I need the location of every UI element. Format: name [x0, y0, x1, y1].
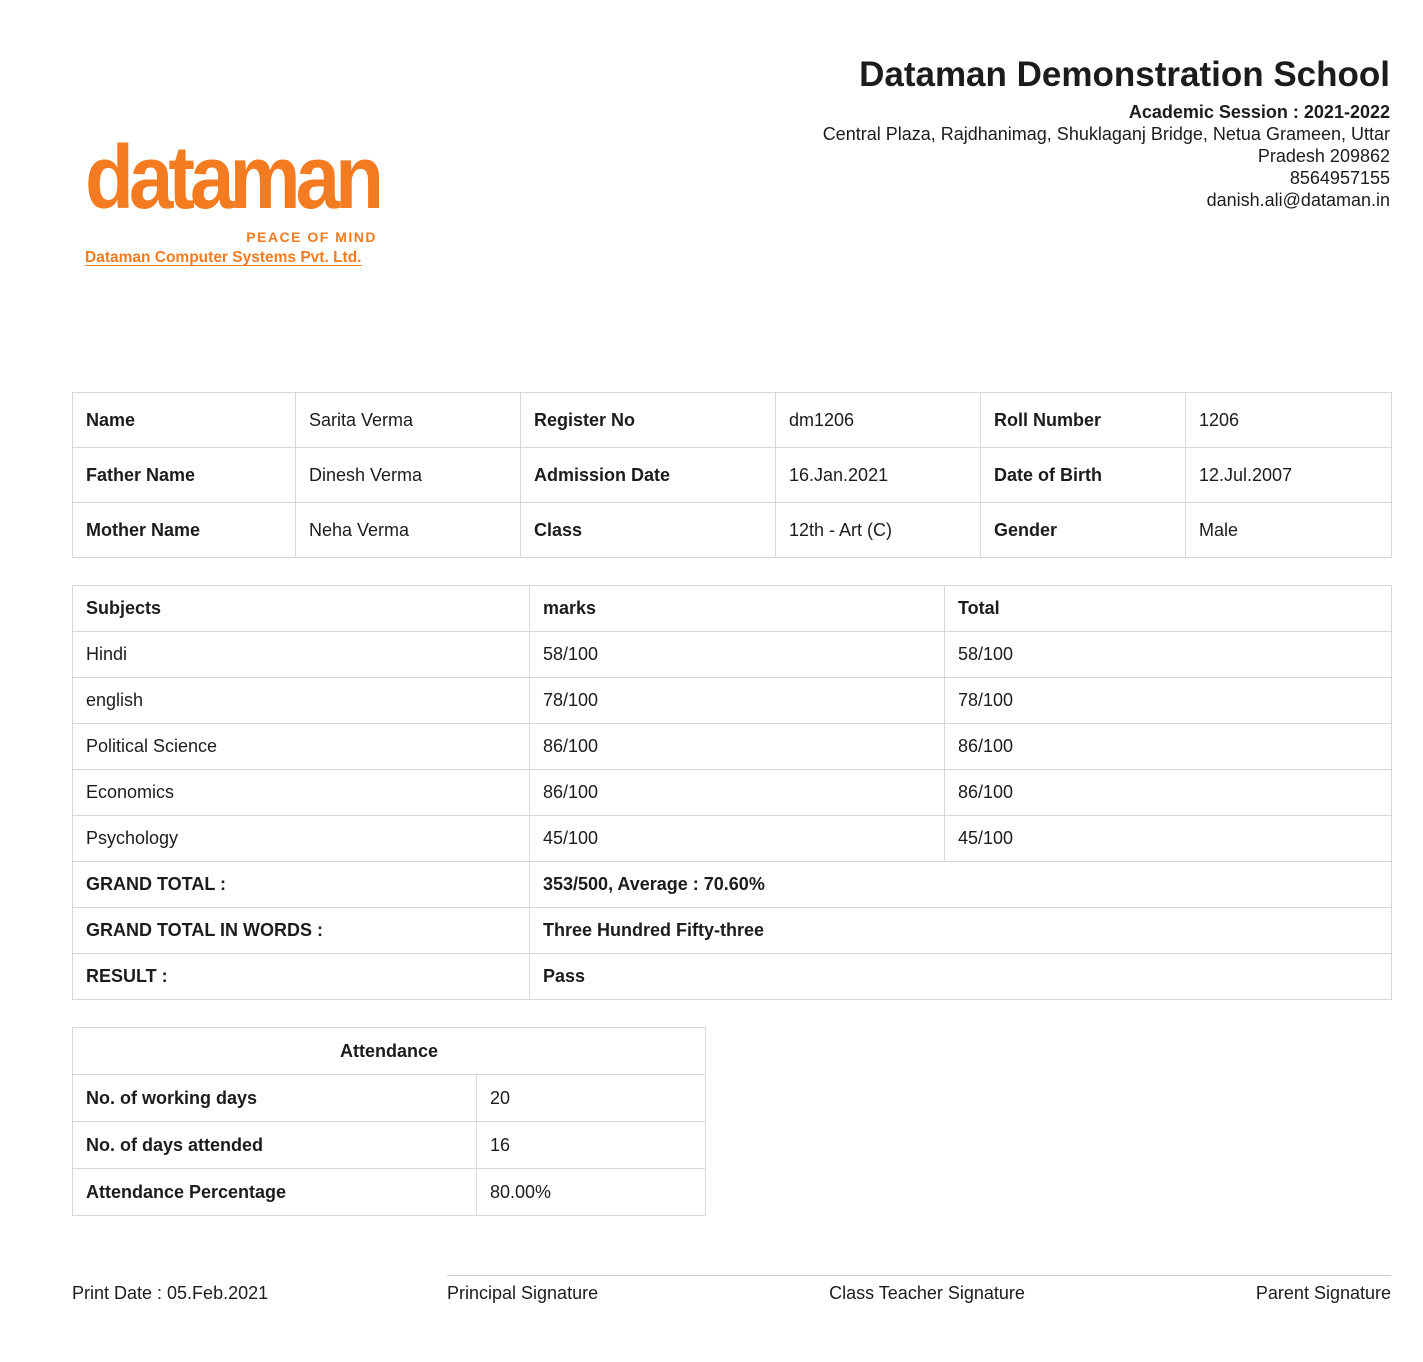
subject-marks: 86/100 — [530, 724, 945, 770]
table-row — [73, 770, 1392, 816]
student-row — [73, 448, 1392, 503]
table-row — [73, 678, 1392, 724]
column-header-marks: marks — [530, 586, 945, 632]
logo-wordmark: dataman — [85, 127, 379, 228]
table-row — [73, 632, 1392, 678]
working-days-value: 20 — [477, 1075, 706, 1122]
days-attended-label: No. of days attended — [73, 1122, 477, 1169]
attendance-table — [72, 1027, 706, 1216]
school-phone: 8564957155 — [1289, 168, 1390, 188]
grand-total-value: 353/500, Average : 70.60% — [530, 862, 1392, 908]
field-value-gender: Male — [1186, 503, 1392, 558]
marks-table — [72, 585, 1392, 1000]
table-row — [73, 1122, 706, 1169]
student-row — [73, 393, 1392, 448]
subject-name: Economics — [73, 770, 530, 816]
field-label-roll-number: Roll Number — [981, 393, 1186, 448]
column-header-total: Total — [945, 586, 1392, 632]
parent-signature-label: Parent Signature — [1255, 1283, 1391, 1303]
subject-name: Political Science — [73, 724, 530, 770]
attendance-percentage-label: Attendance Percentage — [73, 1169, 477, 1216]
subject-marks: 58/100 — [530, 632, 945, 678]
field-label-register-no: Register No — [521, 393, 776, 448]
result-value: Pass — [530, 954, 1392, 1000]
footer — [72, 1275, 1391, 1304]
school-address-line1: Central Plaza, Rajdhanimag, Shuklaganj Bridge, Netua Grameen, Uttar — [822, 124, 1390, 144]
field-value-name: Sarita Verma — [296, 393, 521, 448]
page-title: Dataman Demonstration School — [859, 55, 1390, 94]
field-label-mother-name: Mother Name — [73, 503, 296, 558]
dataman-logo — [85, 127, 379, 268]
student-row — [73, 503, 1392, 558]
field-label-admission-date: Admission Date — [521, 448, 776, 503]
grand-total-words-value: Three Hundred Fifty-three — [530, 908, 1392, 954]
subject-name: Psychology — [73, 816, 530, 862]
class-teacher-signature-label: Class Teacher Signature — [829, 1283, 1025, 1303]
subject-total: 86/100 — [945, 724, 1392, 770]
field-label-name: Name — [73, 393, 296, 448]
subject-total: 58/100 — [945, 632, 1392, 678]
field-value-mother-name: Neha Verma — [296, 503, 521, 558]
subject-total: 45/100 — [945, 816, 1392, 862]
table-row — [73, 1169, 706, 1216]
grand-total-label: GRAND TOTAL : — [73, 862, 530, 908]
subject-marks: 45/100 — [530, 816, 945, 862]
principal-signature-label: Principal Signature — [447, 1283, 599, 1303]
field-value-admission-date: 16.Jan.2021 — [776, 448, 981, 503]
field-value-register-no: dm1206 — [776, 393, 981, 448]
subject-total: 78/100 — [945, 678, 1392, 724]
working-days-label: No. of working days — [73, 1075, 477, 1122]
school-address-line2: Pradesh 209862 — [1257, 146, 1390, 166]
result-label: RESULT : — [73, 954, 530, 1000]
school-header — [823, 55, 1390, 211]
days-attended-value: 16 — [477, 1122, 706, 1169]
marks-header-row — [73, 586, 1392, 632]
field-label-father-name: Father Name — [73, 448, 296, 503]
summary-row — [73, 862, 1392, 908]
field-label-class: Class — [521, 503, 776, 558]
subject-name: english — [73, 678, 530, 724]
school-email: danish.ali@dataman.in — [1206, 190, 1390, 210]
subject-marks: 78/100 — [530, 678, 945, 724]
attendance-percentage-value: 80.00% — [477, 1169, 706, 1216]
grand-total-words-label: GRAND TOTAL IN WORDS : — [73, 908, 530, 954]
summary-row — [73, 954, 1392, 1000]
logo-company-name: Dataman Computer Systems Pvt. Ltd. — [85, 249, 362, 266]
academic-session: Academic Session : 2021-2022 — [1128, 102, 1390, 122]
attendance-header-row — [73, 1028, 706, 1075]
field-label-gender: Gender — [981, 503, 1186, 558]
field-label-date-of-birth: Date of Birth — [981, 448, 1186, 503]
table-row — [73, 1075, 706, 1122]
subject-marks: 86/100 — [530, 770, 945, 816]
subject-name: Hindi — [73, 632, 530, 678]
field-value-class: 12th - Art (C) — [776, 503, 981, 558]
field-value-date-of-birth: 12.Jul.2007 — [1186, 448, 1392, 503]
column-header-subjects: Subjects — [73, 586, 530, 632]
student-info-table — [72, 392, 1392, 558]
print-date: Print Date : 05.Feb.2021 — [72, 1283, 269, 1303]
table-row — [73, 816, 1392, 862]
field-value-father-name: Dinesh Verma — [296, 448, 521, 503]
logo-tagline: PEACE OF MIND — [246, 229, 377, 245]
attendance-title: Attendance — [73, 1028, 706, 1075]
signature-line — [447, 1275, 1391, 1304]
summary-row — [73, 908, 1392, 954]
table-row — [73, 724, 1392, 770]
subject-total: 86/100 — [945, 770, 1392, 816]
field-value-roll-number: 1206 — [1186, 393, 1392, 448]
